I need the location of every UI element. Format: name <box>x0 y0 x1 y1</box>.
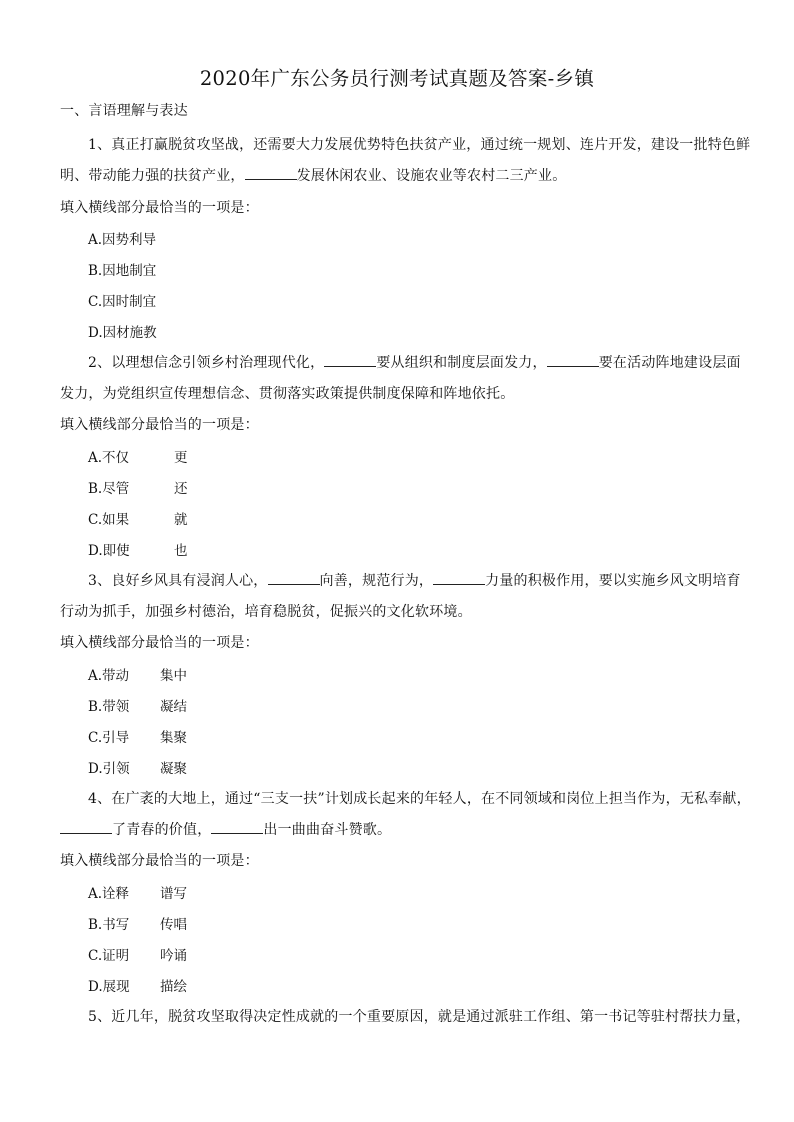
q1-prompt: 填入横线部分最恰当的一项是： <box>60 200 259 216</box>
q2-blank-1 <box>324 353 376 367</box>
q5-line1: 5、近几年，脱贫攻坚取得决定性成就的一个重要原因，就是通过派驻工作组、第一书记等驻村帮扶力量， <box>88 1009 751 1025</box>
q2-line1: 2、以理想信念引领乡村治理现代化， 要从组织和制度层面发力， 要在活动阵地建设层面 <box>88 355 741 371</box>
q3-blank-2 <box>433 571 485 585</box>
q1-blank <box>245 166 297 180</box>
q2-option-b: B.尽管 还 <box>88 481 188 497</box>
q1-option-b: B.因地制宜 <box>88 263 157 279</box>
q4-blank-1 <box>60 820 112 834</box>
q2-prompt: 填入横线部分最恰当的一项是： <box>60 417 259 433</box>
q1-line2b: 发展休闲农业、设施农业等农村二三产业。 <box>296 168 567 184</box>
q4-option-c: C.证明 吟诵 <box>88 948 187 964</box>
q1-line1: 1、真正打赢脱贫攻坚战，还需要大力发展优势特色扶贫产业，通过统一规划、连片开发，建设一批特色鲜 <box>88 137 751 153</box>
q3-line1: 3、良好乡风具有浸润人心， 向善，规范行为， 力量的积极作用，要以实施乡风文明培育 <box>88 573 741 589</box>
q1-line2a: 明、带动能力强的扶贫产业， <box>60 168 245 184</box>
q2-option-a: A.不仅 更 <box>88 450 188 466</box>
q2-blank-2 <box>547 353 599 367</box>
q3-blank-1 <box>268 571 320 585</box>
q4-prompt: 填入横线部分最恰当的一项是： <box>60 853 259 869</box>
q4-option-d: D.展现 描绘 <box>88 979 187 995</box>
q1-option-c: C.因时制宜 <box>88 294 157 310</box>
q4-line1: 4、在广袤的大地上，通过“三支一扶”计划成长起来的年轻人，在不同领域和岗位上担当作为，无私奉献， <box>88 791 751 807</box>
q4-option-a: A.诠释 谱写 <box>88 886 187 902</box>
q3-option-b: B.带领 凝结 <box>88 699 187 715</box>
document-title: 2020年广东公务员行测考试真题及答案-乡镇 <box>199 67 595 90</box>
q3-option-d: D.引领 凝聚 <box>88 761 187 777</box>
q2-line2: 发力，为党组织宣传理想信念、贯彻落实政策提供制度保障和阵地依托。 <box>60 386 515 402</box>
q3-line2: 行动为抓手，加强乡村德治，培育稳脱贫，促振兴的文化软环境。 <box>60 604 472 620</box>
section-heading: 一、言语理解与表达 <box>60 103 188 119</box>
q2-option-d: D.即使 也 <box>88 543 188 559</box>
q3-option-a: A.带动 集中 <box>88 668 187 684</box>
q4-line2: 了青春的价值， 出一曲曲奋斗赞歌。 <box>60 819 391 839</box>
q1-line2 <box>60 165 566 185</box>
q1-option-d: D.因材施教 <box>88 325 157 341</box>
q3-prompt: 填入横线部分最恰当的一项是： <box>60 635 259 651</box>
q4-option-b: B.书写 传唱 <box>88 917 187 933</box>
q2-option-c: C.如果 就 <box>88 512 188 528</box>
q3-option-c: C.引导 集聚 <box>88 730 187 746</box>
q1-option-a: A.因势利导 <box>88 232 157 248</box>
q4-blank-2 <box>211 820 263 834</box>
